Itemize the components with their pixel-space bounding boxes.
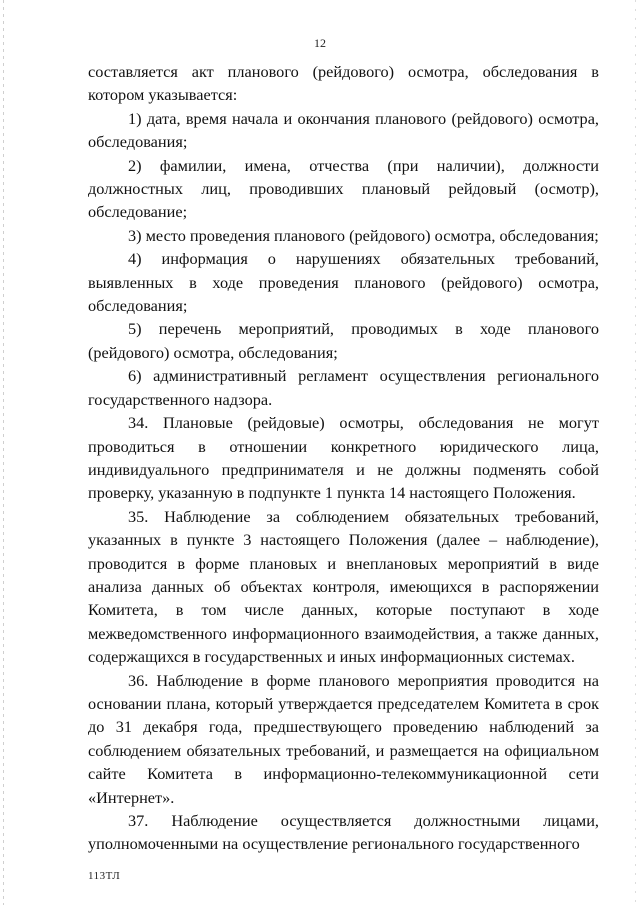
- list-item-2: 2) фамилии, имена, отчества (при наличии), должности должностных лиц, проводивших плановый рейдовый (осмотр), обследование;: [88, 155, 599, 222]
- list-item-4: 4) информация о нарушениях обязательных требований, выявленных в ходе проведения планового (рейдового) осмотра, обследования;: [88, 249, 599, 316]
- clause-34: 34. Плановые (рейдовые) осмотры, обследования не могут проводиться в отношении конкретного юридического лица, индивидуального предпринимателя и не должны подменять собой проверку, указанную в подпункте 1 пункта 14 настоящего Положения.: [88, 413, 599, 503]
- footer-document-code: 113ТЛ: [88, 870, 121, 882]
- clause-35: 35. Наблюдение за соблюдением обязательных требований, указанных в пункте 3 настоящего Положения (далее – наблюдение), проводится в форме плановых и внеплановых мероприятий в виде анализа данных об объектах контроля, имеющихся в распоряжении Комитета, в том числе данных, которые поступают в ходе межведомственного информационного взаимодействия, а также данных, содержащихся в государственных и иных информационных системах.: [88, 506, 599, 667]
- list-item-5: 5) перечень мероприятий, проводимых в ходе планового (рейдового) осмотра, обследования;: [88, 319, 599, 362]
- paragraph-continuation: составляется акт планового (рейдового) осмотра, обследования в котором указывается:: [88, 62, 599, 105]
- list-item-3: 3) место проведения планового (рейдового) осмотра, обследования;: [128, 225, 599, 245]
- page-number: 12: [314, 36, 326, 50]
- document-body: [88, 60, 599, 856]
- scan-edge-left: [3, 0, 4, 905]
- clause-37: 37. Наблюдение осуществляется должностными лицами, уполномоченными на осуществление регионального государственного: [88, 811, 599, 854]
- list-item-1: 1) дата, время начала и окончания планового (рейдового) осмотра, обследования;: [88, 108, 599, 152]
- clause-36: 36. Наблюдение в форме планового мероприятия проводится на основании плана, который утверждается председателем Комитета в срок до 31 декабря года, предшествующего проведению наблюдений за соблюдением обязательных требований, и размещается на официальном сайте Комитета в информационно-телекоммуникационной сети «Интернет».: [88, 670, 599, 807]
- scan-edge-right: [635, 0, 636, 905]
- list-item-6: 6) административный регламент осуществления регионального государственного надзора.: [88, 366, 599, 409]
